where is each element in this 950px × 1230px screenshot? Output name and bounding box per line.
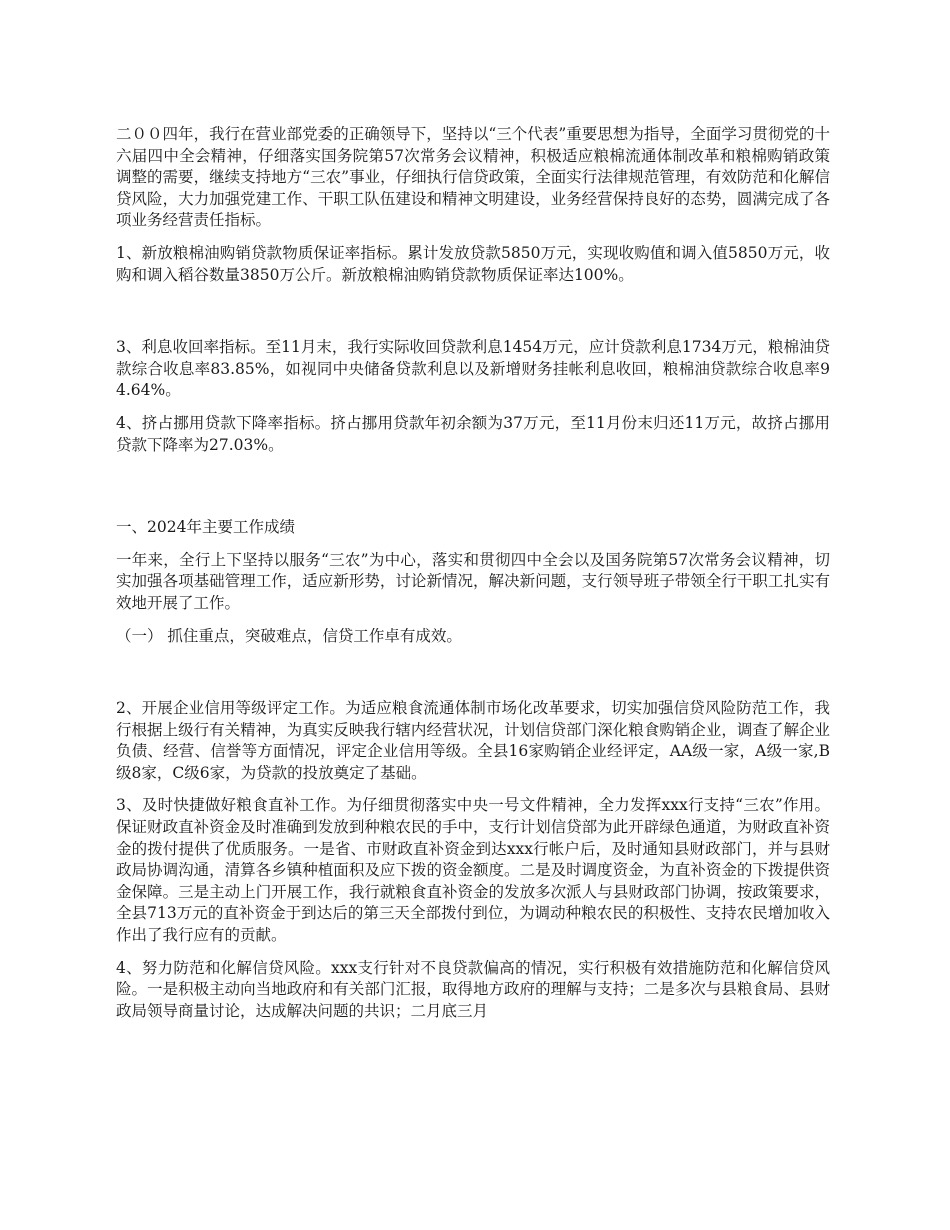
spacer xyxy=(116,467,830,517)
spacer xyxy=(116,297,830,337)
intro-paragraph: 二００四年，我行在营业部党委的正确领导下，坚持以“三个代表”重要思想为指导，全面学习贯彻党的十六届四中全会精神，仔细落实国务院第57次常务会议精神，积极适应粮棉流通体制改革和粮棉购销政策调整的需要，继续支持地方“三农”事业，仔细执行信贷政策，全面实行法律规范管理，有效防范和化解信贷风险，大力加强党建工作、干职工队伍建设和精神文明建设，业务经营保持良好的态势，圆满完成了各项业务经营责任指标。 xyxy=(116,125,830,230)
indicator-4-paragraph: 4、挤占挪用贷款下降率指标。挤占挪用贷款年初余额为37万元，至11月份末归还11万元，故挤占挪用贷款下降率为27.03%。 xyxy=(116,413,830,454)
risk-control-paragraph: 4、努力防范和化解信贷风险。xxx支行针对不良贷款偏高的情况，实行积极有效措施防范和化解信贷风险。一是积极主动向当地政府和有关部门汇报，取得地方政府的理解与支持；二是多次与县粮食局、县财政局领导商量讨论，达成解决问题的共识；二月底三月 xyxy=(116,958,830,1020)
credit-rating-paragraph: 2、开展企业信用等级评定工作。为适应粮食流通体制市场化改革要求，切实加强信贷风险防范工作，我行根据上级行有关精神，为真实反映我行辖内经营状况，计划信贷部门深化粮食购销企业，调查了解企业负债、经营、信誉等方面情况，评定企业信用等级。全县16家购销企业经评定，AA级一家，A级一家,B级8家，C级6家，为贷款的投放奠定了基础。 xyxy=(116,699,830,782)
indicator-1-paragraph: 1、新放粮棉油购销贷款物质保证率指标。累计发放贷款5850万元，实现收购值和调入值5850万元，收购和调入稻谷数量3850万公斤。新放粮棉油购销贷款物质保证率达100%。 xyxy=(116,243,830,284)
document-page xyxy=(116,124,830,1033)
indicator-3-paragraph: 3、利息收回率指标。至11月末，我行实际收回贷款利息1454万元，应计贷款利息1734万元，粮棉油贷款综合收息率83.85%，如视同中央储备贷款利息以及新增财务挂帐利息收回，粮棉油贷款综合收息率94.64%。 xyxy=(116,338,830,400)
section-heading: 一、2024年主要工作成绩 xyxy=(116,518,295,537)
summary-paragraph: 一年来，全行上下坚持以服务“三农”为中心，落实和贯彻四中全会以及国务院第57次常务会议精神，切实加强各项基础管理工作，适应新形势，讨论新情况，解决新问题，支行领导班子带领全行干职工扎实有效地开展了工作。 xyxy=(116,550,830,612)
subsection-heading: （一） 抓住重点，突破难点，信贷工作卓有成效。 xyxy=(116,626,462,645)
grain-subsidy-paragraph: 3、及时快捷做好粮食直补工作。为仔细贯彻落实中央一号文件精神，全力发挥xxx行支持“三农”作用。保证财政直补资金及时准确到发放到种粮农民的手中，支行计划信贷部为此开辟绿色通道，为财政直补资金的拨付提供了优质服务。一是省、市财政直补资金到达xxx行帐户后，及时通知县财政部门，并与县财政局协调沟通，清算各乡镇种植面积及应下拨的资金额度。二是及时调度资金，为直补资金的下拨提供资金保障。三是主动上门开展工作，我行就粮食直补资金的发放多次派人与县财政部门协调，按政策要求，全县713万元的直补资金于到达后的第三天全部拨付到位，为调动种粮农民的积极性、支持农民增加收入作出了我行应有的贡献。 xyxy=(116,796,830,945)
spacer xyxy=(116,658,830,698)
